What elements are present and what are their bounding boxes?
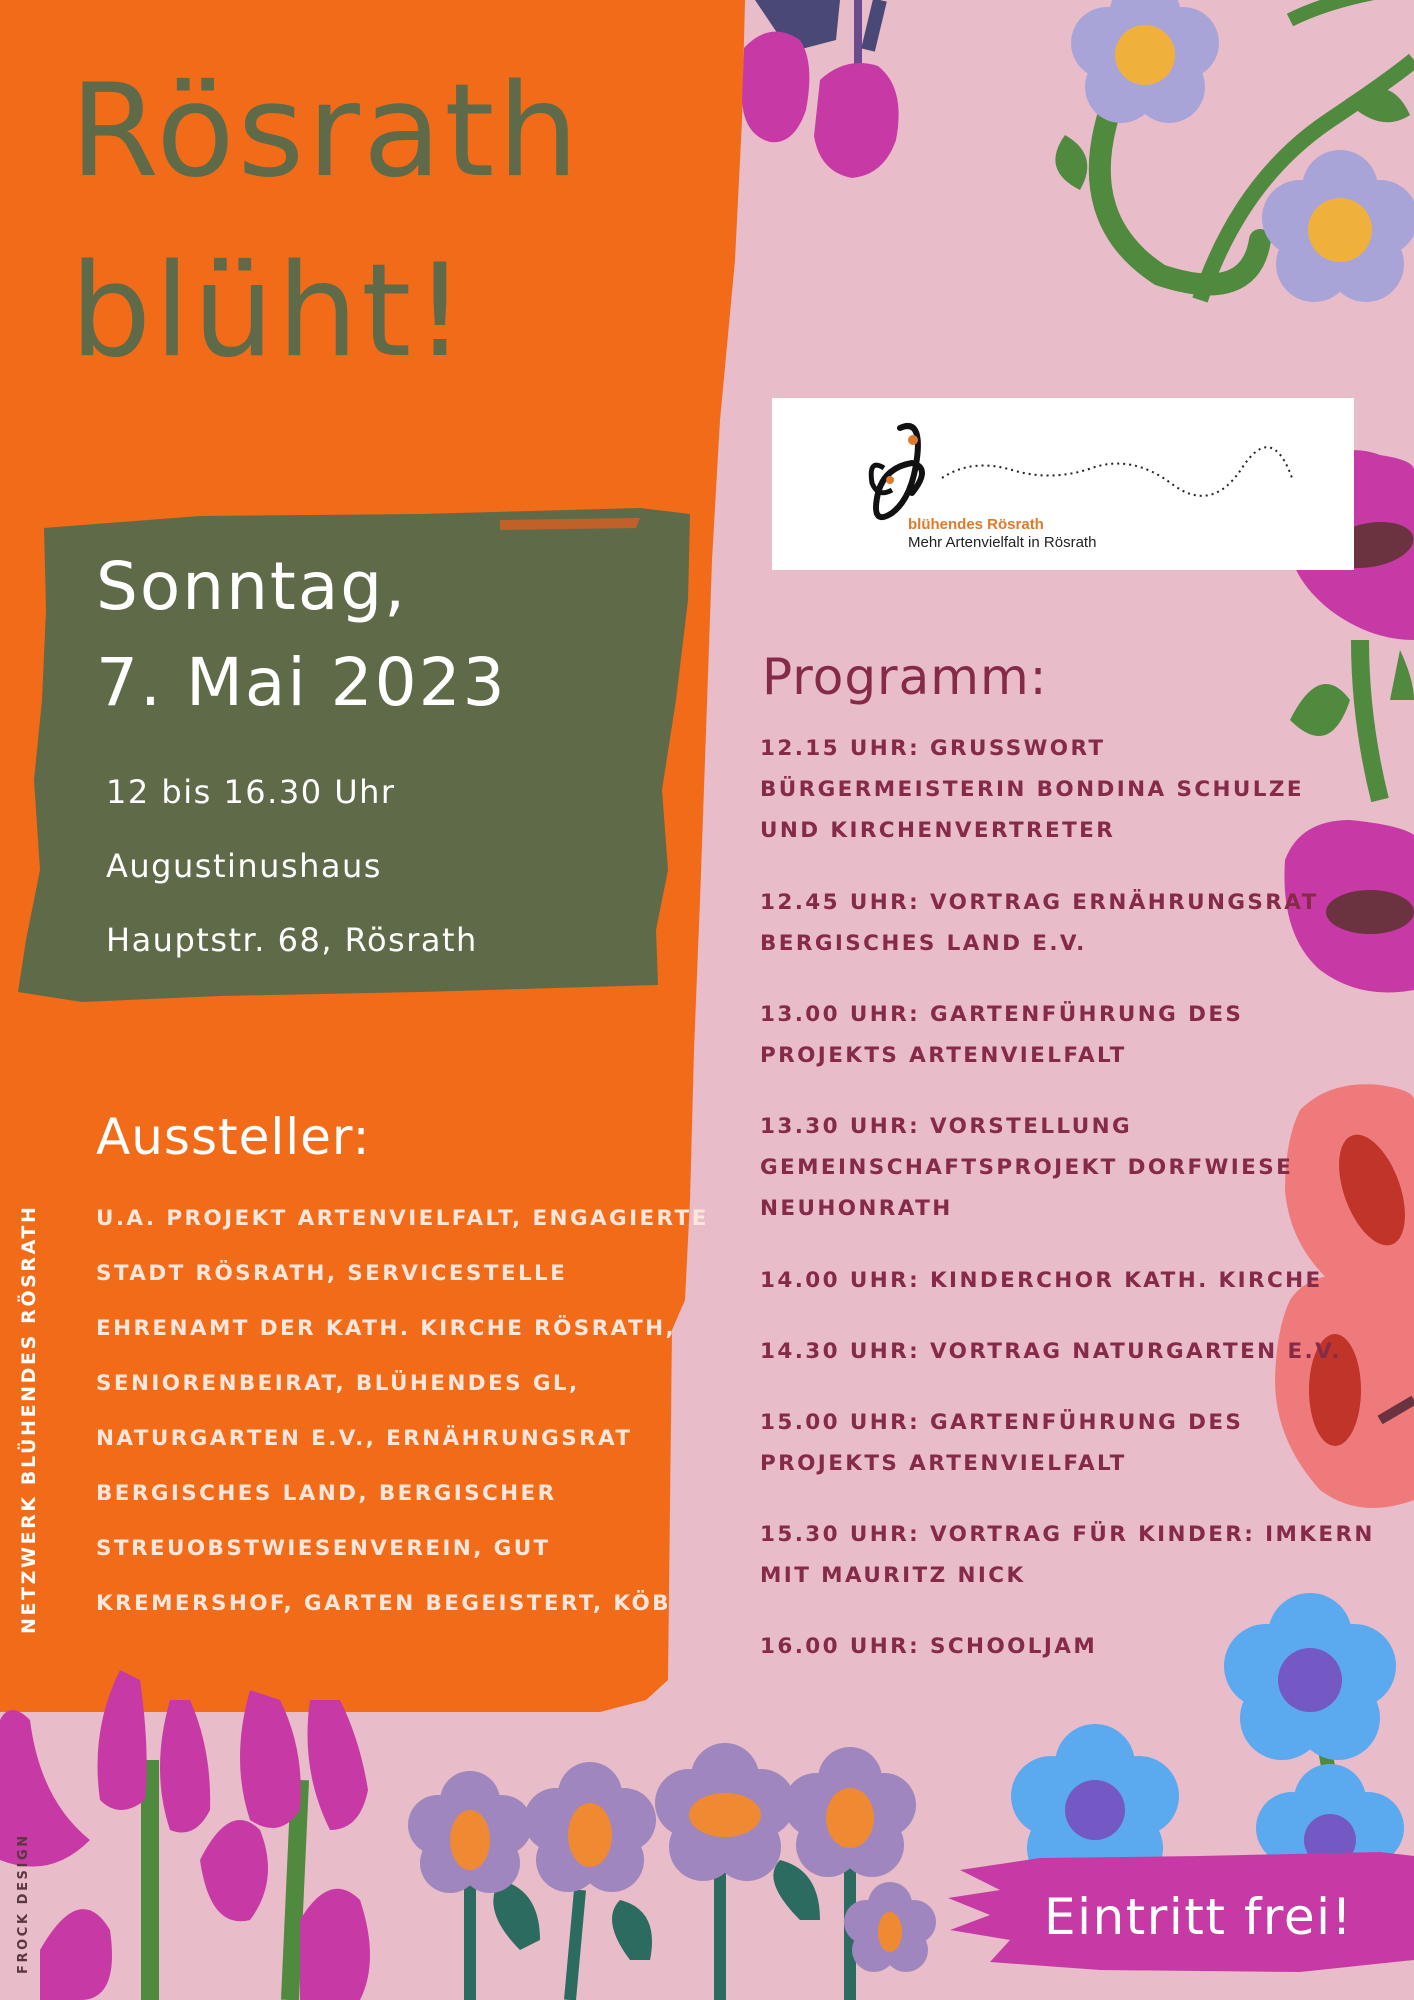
title-line-2: blüht! xyxy=(70,237,469,386)
exhibitor-line: STREUOBSTWIESENVEREIN, GUT xyxy=(96,1536,551,1561)
exhibitor-line: U.A. PROJEKT ARTENVIELFALT, ENGAGIERTE xyxy=(96,1206,709,1231)
bottom-middle-flowers xyxy=(408,1743,936,2000)
bottom-left-tulips xyxy=(0,1670,370,2000)
program-line: 12.45 UHR: VORTRAG ERNÄHRUNGSRAT xyxy=(760,890,1319,915)
exhibitor-line: STADT RÖSRATH, SERVICESTELLE xyxy=(96,1261,568,1286)
program-line: PROJEKTS ARTENVIELFALT xyxy=(760,1451,1127,1476)
top-tulips xyxy=(742,0,899,178)
event-venue: Augustinushaus xyxy=(106,847,382,885)
logo-tagline: Mehr Artenvielfalt in Rösrath xyxy=(908,534,1097,551)
date-line-2: 7. Mai 2023 xyxy=(96,644,507,721)
program-line: NEUHONRATH xyxy=(760,1196,953,1221)
program-line: 16.00 UHR: SCHOOLJAM xyxy=(760,1634,1098,1659)
exhibitor-line: NATURGARTEN E.V., ERNÄHRUNGSRAT xyxy=(96,1426,633,1451)
logo-box xyxy=(772,398,1354,570)
event-time: 12 bis 16.30 Uhr xyxy=(106,773,396,811)
program-line: 14.30 UHR: VORTRAG NATURGARTEN E.V. xyxy=(760,1339,1342,1364)
brush-streak xyxy=(500,518,640,530)
program-heading: Programm: xyxy=(762,648,1048,706)
program-line: 14.00 UHR: KINDERCHOR KATH. KIRCHE xyxy=(760,1268,1323,1293)
title-line-1: Rösrath xyxy=(70,57,582,206)
exhibitor-line: SENIORENBEIRAT, BLÜHENDES GL, xyxy=(96,1371,580,1396)
logo-name: blühendes Rösrath xyxy=(908,516,1044,533)
program-line: MIT MAURITZ NICK xyxy=(760,1563,1026,1588)
credit-label: FROCK DESIGN xyxy=(16,1833,31,1974)
event-address: Hauptstr. 68, Rösrath xyxy=(106,921,478,959)
exhibitor-line: EHRENAMT DER KATH. KIRCHE RÖSRATH, xyxy=(96,1316,677,1341)
exhibitor-line: BERGISCHES LAND, BERGISCHER xyxy=(96,1481,557,1506)
exhibitor-line: KREMERSHOF, GARTEN BEGEISTERT, KÖB xyxy=(96,1591,671,1616)
date-line-1: Sonntag, xyxy=(96,548,408,625)
entry-label: Eintritt frei! xyxy=(1044,1888,1354,1946)
program-line: 13.00 UHR: GARTENFÜHRUNG DES xyxy=(760,1002,1244,1027)
program-line: 13.30 UHR: VORSTELLUNG xyxy=(760,1114,1133,1139)
program-line: BERGISCHES LAND E.V. xyxy=(760,931,1087,956)
top-right-flowers xyxy=(1055,0,1414,302)
exhibitors-heading: Aussteller: xyxy=(96,1108,371,1166)
program-line: BÜRGERMEISTERIN BONDINA SCHULZE xyxy=(760,777,1304,802)
right-coral-flowers xyxy=(1275,1084,1414,1508)
program-line: 12.15 UHR: GRUSSWORT xyxy=(760,736,1106,761)
side-label: NETZWERK BLÜHENDES RÖSRATH xyxy=(18,1204,40,1634)
program-line: GEMEINSCHAFTSPROJEKT DORFWIESE xyxy=(760,1155,1294,1180)
program-line: PROJEKTS ARTENVIELFALT xyxy=(760,1043,1127,1068)
program-line: UND KIRCHENVERTRETER xyxy=(760,818,1116,843)
program-line: 15.30 UHR: VORTRAG FÜR KINDER: IMKERN xyxy=(760,1522,1375,1547)
program-line: 15.00 UHR: GARTENFÜHRUNG DES xyxy=(760,1410,1244,1435)
